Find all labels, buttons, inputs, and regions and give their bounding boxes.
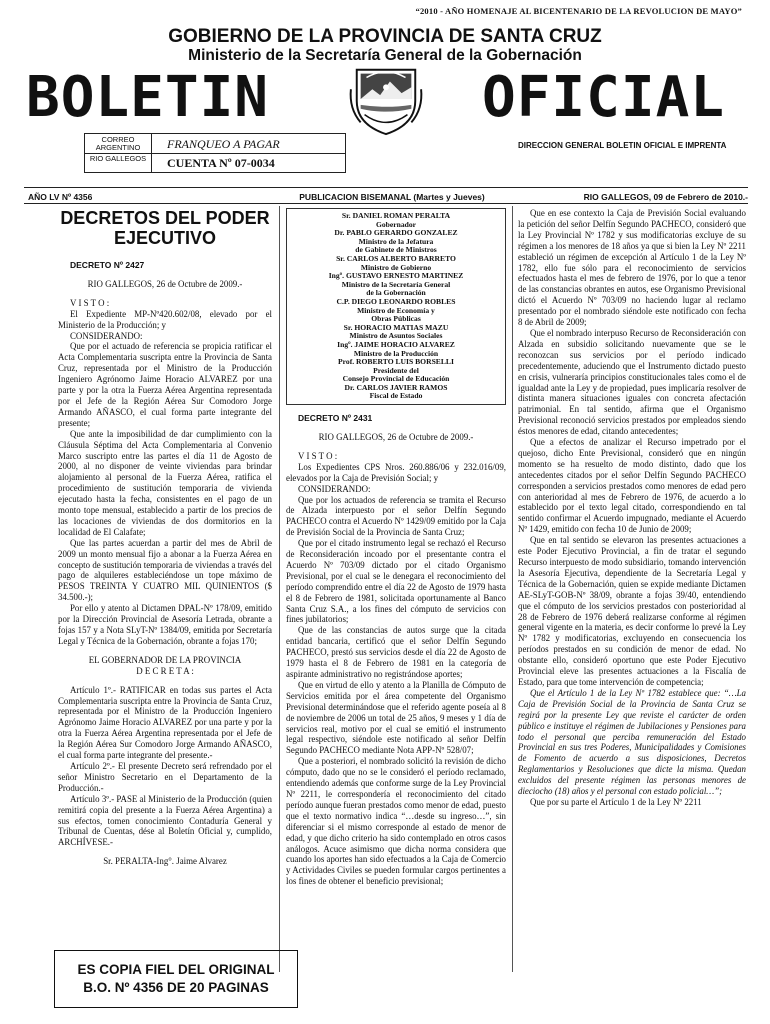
paragraph: Que a posteriori, el nombrado solicitó la revisión de dicho cómputo, dado que no se le consideró el período reclamado, entendiendo además que conforme surge de la Ley Provincial Nº 2211, le correspondería el reconocimiento del citado período aunque fueran prestados como menor de edad, puesto que el texto normativo indica “…desde su ingreso…”, sin diferenciar si el mismo corresponde al estado de menor de edad, y que dicho criterio ha sido contemplado en otros casos análogos. Acuce asimismo que dicha norma considera que cuando los aportes han sido efectuados a la Caja de Comercio y Actividades Civiles se pueden formular cargos pertinentes a los fines de obtener el beneficio previsional; bbox=[286, 756, 506, 887]
visto-heading: V I S T O : bbox=[70, 297, 110, 308]
article: Artículo 3º.- PASE al Ministerio de la Producción (quien remitirá copia del presente a la Fuerza Aérea Argentina) a sus efectos, tomen conocimiento Contaduría General y Tribunal de Cuentas, dése al Boletín Oficial y, cumplido, ARCHÍVESE.- bbox=[58, 793, 272, 848]
ministry-title: Ministerio de la Secretaría General de la Gobernación bbox=[188, 47, 582, 64]
paragraph: CONSIDERANDO: bbox=[70, 330, 143, 341]
visto-heading: V I S T O : bbox=[298, 450, 338, 461]
certified-copy-box bbox=[54, 950, 298, 1008]
paragraph: Que por el citado instrumento legal se rechazó el Recurso de Reconsideración incoado por el presentante contra el Acuerdo Nº 703/09 dictado por el citado Organismo Previsional, por el cual se le denegara el reconocimiento del período comprendido entre el día 22 de Agosto de 1979 hasta el 8 de Febrero de 1981, solicitada oportunamente al Banco Santa Cruz S.A., a los fines del cómputo de servicios con fines jubilatorios; bbox=[286, 538, 506, 625]
article: Artículo 2º.- El presente Decreto será refrendado por el señor Ministro Secretario en el Departamento de la Producción.- bbox=[58, 760, 272, 793]
governor-heading: EL GOBERNADOR DE LA PROVINCIA bbox=[88, 654, 242, 665]
postage-box bbox=[84, 133, 346, 173]
signature: Sr. PERALTA-Ing°. Jaime Alvarez bbox=[103, 856, 227, 867]
paragraph: Que en tal sentido se elevaron las presentes actuaciones a este Poder Ejecutivo Provincial, a fin de tratar el segundo Recurso interpuesto de modo subsidiario, tomando intervención la Asesoría Ejecutiva, dependiente de la Secretaría Legal y Técnica de la Gobernación, quien se expide mediante Dictamen AE-SLyT-GOB-Nº 38/09, obrante a fojas 39/40, entendiendo que el cómputo de los servicios prestados con posterioridad al 28 de Febrero de 1976 deberá realizarse conforme al régimen general vigente en la materia, es decir conforme lo prevé la Ley Nº 1782 y modificatorias, excluyendo en consecuencia los períodos prestados en su condición de menor de edad. No obstante ello, consideró oportuno que este Poder Ejecutivo Provincial eleve las presentes actuaciones a la Fiscalía de Estado, para que tome intervención de competencia; bbox=[518, 535, 746, 687]
article: Artículo 1º.- RATIFICAR en todas sus partes el Acta Complementaria suscripta entre la Provincia de Santa Cruz, representada por el Ministro de la Producción Ingeniero Agrónomo Jaime Horacio ALVAREZ por una parte y por la otra la Fuerza Aérea Argentina representada por el Jefe de la Región Aérea Sur Comodoro Jorge Armando AÑASCO, el cual forma parte integrante del presente.- bbox=[58, 684, 272, 761]
paragraph: Que en ese contexto la Caja de Previsión Social evaluando la petición del señor Delfín Segundo PACHECO, consideró que la Ley Provincial Nº 1782 y sus modificatorias excluye de su régimen a los menores de 18 años ya que si bien la Ley Nº 2211 estableció un régimen de excepción al Artículo 1 de la Ley Nº 1782, ello fue sólo para el reconocimiento de servicios efectuados hasta el mes de febrero de 1976, por lo que a tenor de las constancias obrantes en autos, ese Organismo Previsional dictó el Acuerdo Nº 703/09 no haciendo lugar al reclamo presentado por el nombrado siéndole este notificado con fecha 8 de Abril de 2009; bbox=[518, 208, 746, 328]
copy-line-1: ES COPIA FIEL DEL ORIGINAL bbox=[77, 962, 275, 977]
bicentenary-motto: “2010 - AÑO HOMENAJE AL BICENTENARIO DE LA REVOLUCION DE MAYO” bbox=[415, 6, 742, 16]
middle-column bbox=[286, 208, 506, 887]
province-seal-icon bbox=[347, 60, 425, 138]
paragraph: Que ante la imposibilidad de dar cumplimiento con la Cláusula Séptima del Acta Complementaria al Convenio Marco suscripto entre las partes el día 11 de Agosto de 2000, al no disponer de veinte viviendas para brindar alojamiento al personal de la Fuerza Aérea, ratifica el procedimiento de sustitución temporaria de vivienda ejecutado hasta la fecha, consistentes en el pago de un monto tope mensual, establecido a partir de los precios de las locaciones de viviendas de dos dormitorios en la localidad de El Calafate; bbox=[58, 428, 272, 537]
paragraph: Que las partes acuerdan a partir del mes de Abril de 2009 un monto mensual fijo a abonar a la Fuerza Aérea en concepto de sustitución temporaria de viviendas a través del pago de alquileres estableciéndose un tope máximo de PESOS TREINTA Y CUATRO MIL QUINIENTOS ($ 34.500.-); bbox=[58, 537, 272, 603]
masthead-word-oficial: OFICIAL bbox=[482, 65, 726, 130]
decree-place-date: RIO GALLEGOS, 26 de Octubre de 2009.- bbox=[318, 431, 474, 442]
top-rule bbox=[24, 187, 748, 188]
postage-paid: FRANQUEO A PAGAR bbox=[167, 137, 280, 151]
government-title: GOBIERNO DE LA PROVINCIA DE SANTA CRUZ bbox=[168, 26, 602, 47]
issue-number: AÑO LV Nº 4356 bbox=[28, 192, 93, 202]
paragraph: Que en virtud de ello y atento a la Planilla de Cómputo de Servicios emitida por el área competente del Organismo Previsional determinándose que el referido agente poseía al 8 de noviembre de 2006 un total de 25 años, 9 meses y 1 día de servicios real, motivo por el cual se emitió el instrumento legal respectivo, siéndole este notificado al señor Delfín Segundo PACHECO mediante Nota APP-Nº 528/07; bbox=[286, 679, 506, 756]
left-column bbox=[58, 208, 272, 867]
publisher-directorate: DIRECCION GENERAL BOLETIN OFICIAL E IMPRENTA bbox=[518, 141, 727, 150]
decree-number: DECRETO Nº 2427 bbox=[70, 260, 145, 270]
paragraph: Que por su parte el Artículo 1 de la Ley Nº 2211 bbox=[530, 796, 702, 807]
decree-place-date: RIO GALLEGOS, 26 de Octubre de 2009.- bbox=[87, 278, 243, 289]
post-carrier: CORREO ARGENTINO bbox=[95, 135, 141, 152]
decreta-heading: D E C R E T A : bbox=[136, 665, 194, 676]
paragraph: Los Expedientes CPS Nros. 260.886/06 y 232.016/09, elevados por la Caja de Previsión Social; y bbox=[286, 461, 506, 483]
copy-line-2: B.O. Nº 4356 DE 20 PAGINAS bbox=[83, 980, 269, 995]
paragraph: Que el Artículo 1 de la Ley Nº 1782 establece que: “…La Caja de Previsión Social de la Provincia de Santa Cruz se regirá por la presente Ley que reviste el carácter de orden público e instituye el régimen de Jubilaciones y Pensiones para todo el personal que perciba remuneración del Estado Provincial en sus tres Poderes, Municipalidades y Comisiones de Fomento de acuerdo a sus disposiciones, Decretos Reglamentarios y Resoluciones que dicte la misma. Quedan excluidos del presente régimen las personas menores de dieciocho (18) años y el personal con estado policial…”; bbox=[518, 687, 746, 797]
paragraph: Que a efectos de analizar el Recurso impetrado por el quejoso, dicho Ente Previsional, consideró que en ningún momento se ha resuelto de modo distinto, dado que los antecedentes citados por el señor Delfín Segundo PACHECO corresponden a servicios prestados como menores de edad pero con anterioridad al mes de Febrero de 1976, de acuerdo a lo establecido por el texto legal citado, correspondiendo en tal sentido confirmar el Acuerdo impugnado, mediante el Acuerdo Nº 1429, emitido con fecha 10 de Junio de 2009; bbox=[518, 437, 746, 535]
paragraph: Que por el actuado de referencia se propicia ratificar el Acta Complementaria suscripta entre la Provincia de Santa Cruz, representada por el Ministro de la Producción Ingeniero Agrónomo Jaime Horacio ALVAREZ por una parte y por la otra la Fuerza Aérea Argentina representada por el Jefe de la Región Aérea Sur Comodoro Jorge Armando AÑASCO, el cual forma parte integrante del presente; bbox=[58, 341, 272, 428]
postage-account: CUENTA Nº 07-0034 bbox=[167, 156, 275, 170]
paragraph: El Expediente MP-Nº420.602/08, elevado por el Ministerio de la Producción; y bbox=[58, 308, 272, 330]
issue-date: RIO GALLEGOS, 09 de Febrero de 2010.- bbox=[583, 192, 748, 202]
paragraph: Por ello y atento al Dictamen DPAL-Nº 178/09, emitido por la Dirección Provincial de Asesoría Letrada, obrante a fojas 157 y a Nota SLyT-Nº 1384/09, emitida por Secretaría Legal y Técnica de la Gobernación, obrante a fojas 170; bbox=[58, 603, 272, 646]
paragraph: Que por los actuados de referencia se tramita el Recurso de Alzada interpuesto por el señor Delfín Segundo PACHECO contra el Acuerdo Nº 1429/09 emitido por la Caja de Previsión Social de la Provincia de Santa Cruz; bbox=[286, 494, 506, 538]
paragraph: Que el nombrado interpuso Recurso de Reconsideración con Alzada en subsidio solicitando nuevamente que se le reconozcan sus servicios por el período indicado precedentemente, aduciendo que el Instrumento dictado puesto en crisis, vulneraría principios constitucionales tales como el de igualdad ante la Ley y de propiedad, pues implicaría resolver de distinta manera situaciones iguales con concreta afectación patrimonial. En tal sentido, afirma que el Organismo Previsional reconoció servicios prestados por empleados siendo éstos menores de edad, citando antecedentes; bbox=[518, 327, 746, 437]
authorities-box: Sr. DANIEL ROMAN PERALTA Gobernador Dr. PABLO GERARDO GONZALEZ Ministro de la Jefatura de Gabinete de Ministros Sr. CARLOS ALBERTO BARRETO Ministro de Gobierno Ingº. GUSTAVO ERNESTO MARTINEZ Ministro de la Secretaría General de la Gobernación C.P. DIEGO LEONARDO ROBLES Ministro de Economía y Obras Públicas Sr. HORACIO MATIAS MAZU Ministro de Asuntos Sociales Ingº. JAIME HORACIO ALVAREZ Ministro de la Producción Prof. ROBERTO LUIS BORSELLI Presidente del Consejo Provincial de Educación Dr. CARLOS JAVIER RAMOS Fiscal de Estado bbox=[286, 208, 506, 405]
right-column bbox=[518, 208, 746, 808]
publication-frequency: PUBLICACION BISEMANAL (Martes y Jueves) bbox=[299, 192, 485, 202]
paragraph: Que de las constancias de autos surge que la citada entidad bancaria, certificó que el señor Delfín Segundo PACHECO, prestó sus servicios desde el día 22 de Agosto de 1979 hasta el 8 de Febrero de 1981 en la categoría de aspirante administrativo no registrándose aportes; bbox=[286, 625, 506, 679]
section-title: DECRETOS DEL PODER EJECUTIVO bbox=[60, 208, 270, 248]
masthead-word-boletin: BOLETIN bbox=[26, 65, 270, 130]
post-city: RIO GALLEGOS bbox=[89, 154, 147, 163]
decree-number: DECRETO Nº 2431 bbox=[298, 413, 373, 424]
header-rule bbox=[24, 203, 748, 204]
paragraph: CONSIDERANDO: bbox=[298, 483, 371, 494]
